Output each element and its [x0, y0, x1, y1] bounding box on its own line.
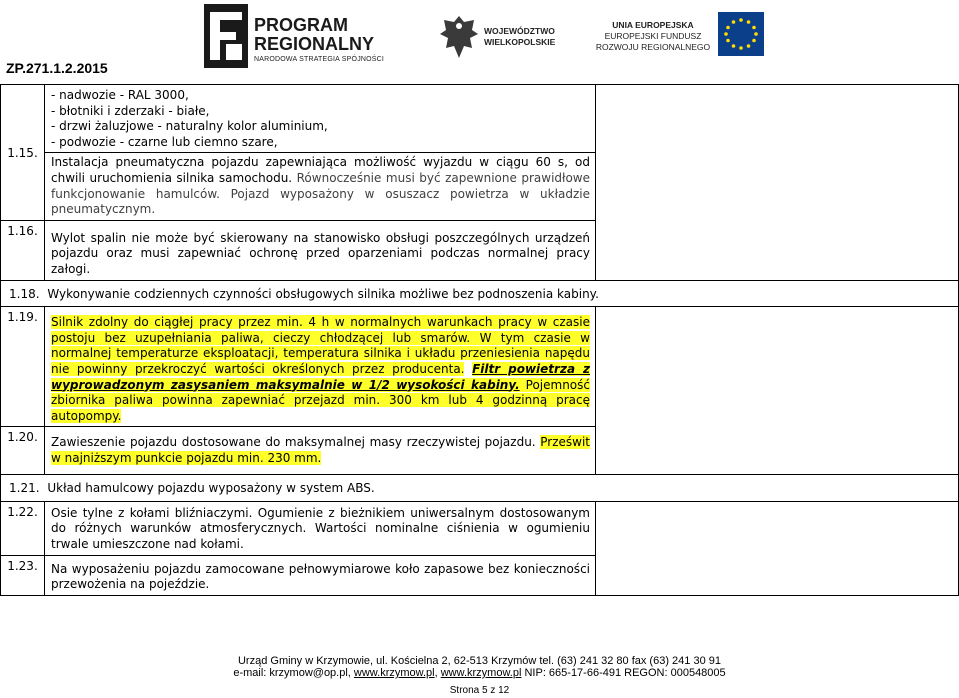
row-number-120: 1.20.	[1, 427, 45, 475]
row-text-119-seg2	[464, 362, 472, 376]
row-number-122: 1.22.	[1, 501, 45, 555]
row-number-116: 1.16.	[1, 220, 45, 280]
row-text-114	[45, 85, 596, 153]
row-text-121: Układ hamulcowy pojazdu wyposażony w system ABS.	[47, 481, 375, 496]
wielkopolska-eagle-icon	[438, 12, 480, 62]
footer-contact	[0, 667, 959, 679]
row-number-115: 1.15.	[1, 85, 45, 221]
footer-email: e-mail: krzymow@op.pl,	[233, 667, 354, 679]
row-text-123: Na wyposażeniu pojazdu zamocowane pełnowymiarowe koło zapasowe bez konieczności przewożenia na pojeździe.	[45, 555, 596, 595]
innovative-economy-logo-icon	[204, 4, 248, 68]
specification-table	[0, 84, 959, 596]
row-text-120-a: Zawieszenie pojazdu dostosowane do maksymalnej masy rzeczywistej pojazdu.	[51, 435, 536, 450]
page-header	[0, 0, 959, 78]
eu-line1: UNIA EUROPEJSKA	[612, 20, 694, 30]
list-item: - podwozie - czarne lub ciemno szare,	[51, 134, 278, 149]
row-text-119-seg1: Silnik zdolny do ciągłej pracy przez min. 4 h w normalnych warunkach pracy w czasie postoju bez uzupełniania paliwa, cieczy chłodzącej lub smarów. W tym czasie w normalnej temperaturze eksploatacji, temperatura silnika i układu przeniesienia napędu nie powinny przekroczyć wartości określonych przez producenta.	[51, 315, 590, 376]
row-number-118: 1.18.	[9, 286, 40, 301]
footer-website-link[interactable]: www.krzymow.pl	[353, 667, 435, 679]
region-line1: WOJEWÓDZTWO	[484, 26, 555, 36]
row-text-119-seg3: Filtr powietrza z wyprowadzonym zasysaniem maksymalnie w 1/2 wysokości kabiny.	[51, 361, 590, 392]
table-row-121	[1, 475, 959, 502]
row-121	[1, 475, 959, 502]
eu-fund-text	[588, 20, 718, 53]
row-number-123: 1.23.	[1, 555, 45, 595]
row-118	[1, 280, 959, 307]
row-number-121: 1.21.	[9, 481, 40, 496]
row-text-115-a: Instalacja pneumatyczna pojazdu zapewniająca możliwość wyjazdu w ciągu 60 s, od chwili uruchomienia silnika samochodu.	[51, 155, 590, 185]
row-text-119	[45, 307, 596, 427]
list-item: - nadwozie - RAL 3000,	[51, 88, 189, 102]
response-cell	[596, 307, 959, 475]
row-text-115-b: Równocześnie musi być zapewnione prawidłowe funkcjonowanie hamulców. Pojazd wyposażony w osuszacz powietrza w układzie pneumatycznym.	[51, 170, 590, 217]
eu-line3: ROZWOJU REGIONALNEGO	[595, 42, 711, 52]
footer-ids: NIP: 665-17-66-491 REGON: 000548005	[521, 667, 726, 679]
response-cell	[596, 85, 959, 281]
table-row-119	[1, 307, 959, 427]
row-text-120	[45, 427, 596, 475]
row-text-119-seg4: Pojemność zbiornika paliwa powinna zapewniać przejazd min. 300 km lub 4 godzinną pracę autopompy.	[51, 377, 590, 423]
table-row-118	[1, 280, 959, 307]
response-cell	[596, 501, 959, 595]
list-item: - drzwi żaluzjowe - naturalny kolor aluminium,	[51, 119, 328, 134]
list-item: - błotniki i zderzaki - białe,	[51, 103, 210, 118]
document-reference: ZP.271.1.2.2015	[6, 60, 108, 76]
page-footer	[0, 655, 959, 679]
program-subtitle: NARODOWA STRATEGIA SPÓJNOŚCI	[254, 56, 385, 63]
row-text-115	[45, 153, 596, 220]
program-title-line1: PROGRAM	[254, 15, 348, 35]
row-text-116: Wylot spalin nie może być skierowany na stanowisko obsługi poszczególnych urządzeń pojazdu oraz musi zapewniać ochronę przed oparzeniami podczas normalnej pracy załogi.	[45, 220, 596, 280]
footer-separator: ,	[434, 667, 441, 679]
eu-line2: EUROPEJSKI FUNDUSZ	[604, 31, 702, 41]
row-text-122: Osie tylne z kołami bliźniaczymi. Ogumienie z bieżnikiem uniwersalnym dostosowanym do różnych warunków atmosferycznych. Wartości nominalne ciśnienia w ogumieniu trwale umieszczone nad kołami.	[45, 501, 596, 555]
table-row-122	[1, 501, 959, 555]
page-number: Strona 5 z 12	[449, 685, 510, 696]
region-line2: WIELKOPOLSKIE	[484, 37, 556, 47]
row-text-120-c: Prześwit w najniższym punkcie pojazdu min. 230 mm.	[51, 435, 590, 465]
program-title	[254, 16, 374, 54]
footer-address: Urząd Gminy w Krzymowie, ul. Kościelna 2, 62-513 Krzymów tel. (63) 241 32 80 fax (63) 241 30 91	[237, 655, 721, 667]
program-title-line2: REGIONALNY	[254, 34, 375, 54]
table-row-114	[1, 85, 959, 153]
region-name	[484, 26, 555, 48]
footer-website-link-2[interactable]: www.krzymow.pl	[440, 667, 522, 679]
row-number-119: 1.19.	[1, 307, 45, 427]
eu-flag-icon	[718, 12, 764, 56]
row-text-118: Wykonywanie codziennych czynności obsługowych silnika możliwe bez podnoszenia kabiny.	[47, 286, 599, 301]
